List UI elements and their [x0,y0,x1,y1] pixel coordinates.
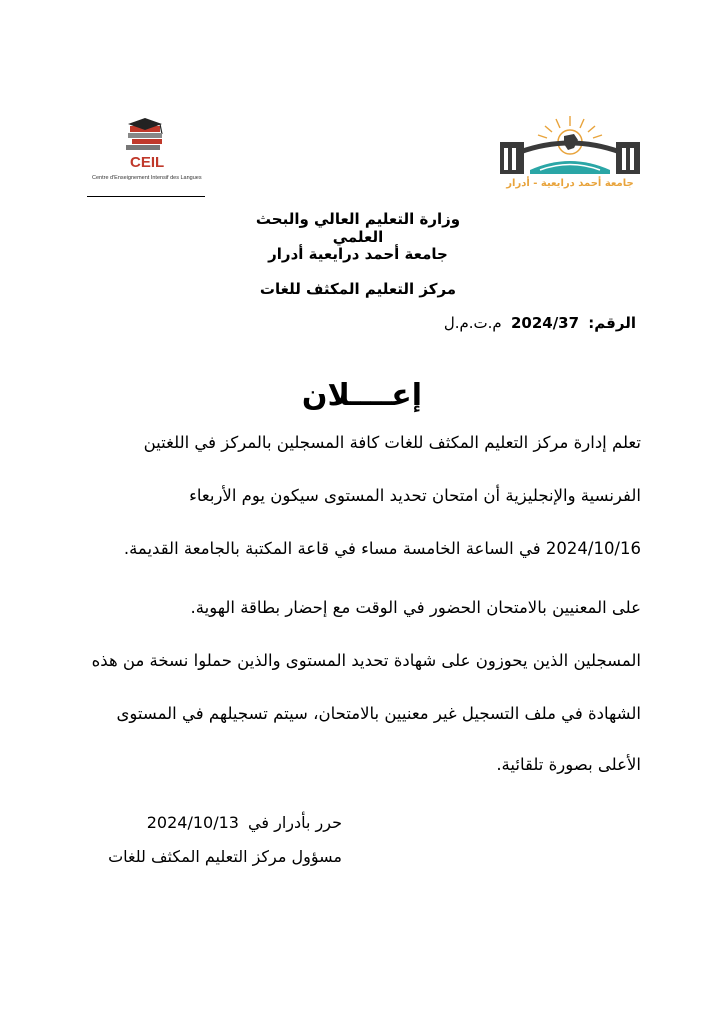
ceil-logo-subtitle: Centre d'Enseignement Intensif des Langues [92,175,202,181]
ceil-logo [92,118,216,198]
center-name: مركز التعليم المكثف للغات [259,280,457,298]
ceil-logo-text: CEIL [130,154,165,171]
body-line-5: المسجلين الذين يحوزون على شهادة تحديد المستوى والذين حملوا نسخة من هذه [91,651,641,670]
signature-place: حرر بأدرار في [248,813,342,832]
university-logo [490,112,650,194]
ceil-underline [87,196,205,197]
ministry-title: وزارة التعليم العالي والبحث العلمي [255,210,461,246]
reference-label: الرقم: [588,314,636,332]
reference-number: 2024/37 [510,314,580,332]
body-line-3 [124,539,641,558]
exam-date: 2024/10/16 [545,539,641,558]
signatory-title: مسؤول مركز التعليم المكثف للغات [108,847,342,866]
university-logo-caption: جامعة أحمد درايعية - أدرار [506,178,634,189]
university-name: جامعة أحمد درايعية أدرار [268,245,448,263]
body-line-7: الأعلى بصورة تلقائية. [496,755,641,774]
signature-place-date [147,813,342,832]
reference-suffix: م.ت.م.ل [443,314,502,332]
body-line-4: على المعنيين بالامتحان الحضور في الوقت مع إحضار بطاقة الهوية. [190,598,641,617]
body-line-6: الشهادة في ملف التسجيل غير معنيين بالامتحان، سيتم تسجيلهم في المستوى [116,704,641,723]
body-line-2: الفرنسية والإنجليزية أن امتحان تحديد المستوى سيكون يوم الأربعاء [189,486,641,505]
body-line-1: تعلم إدارة مركز التعليم المكثف للغات كافة المسجلين بالمركز في اللغتين [143,433,641,452]
signature-date: 2024/10/13 [146,813,239,832]
reference-line [444,314,636,332]
university-emblem-icon [490,112,650,182]
announcement-title: إعــــلان [301,378,423,413]
body-line-3-text: في الساعة الخامسة مساء في قاعة المكتبة بالجامعة القديمة. [123,539,541,558]
